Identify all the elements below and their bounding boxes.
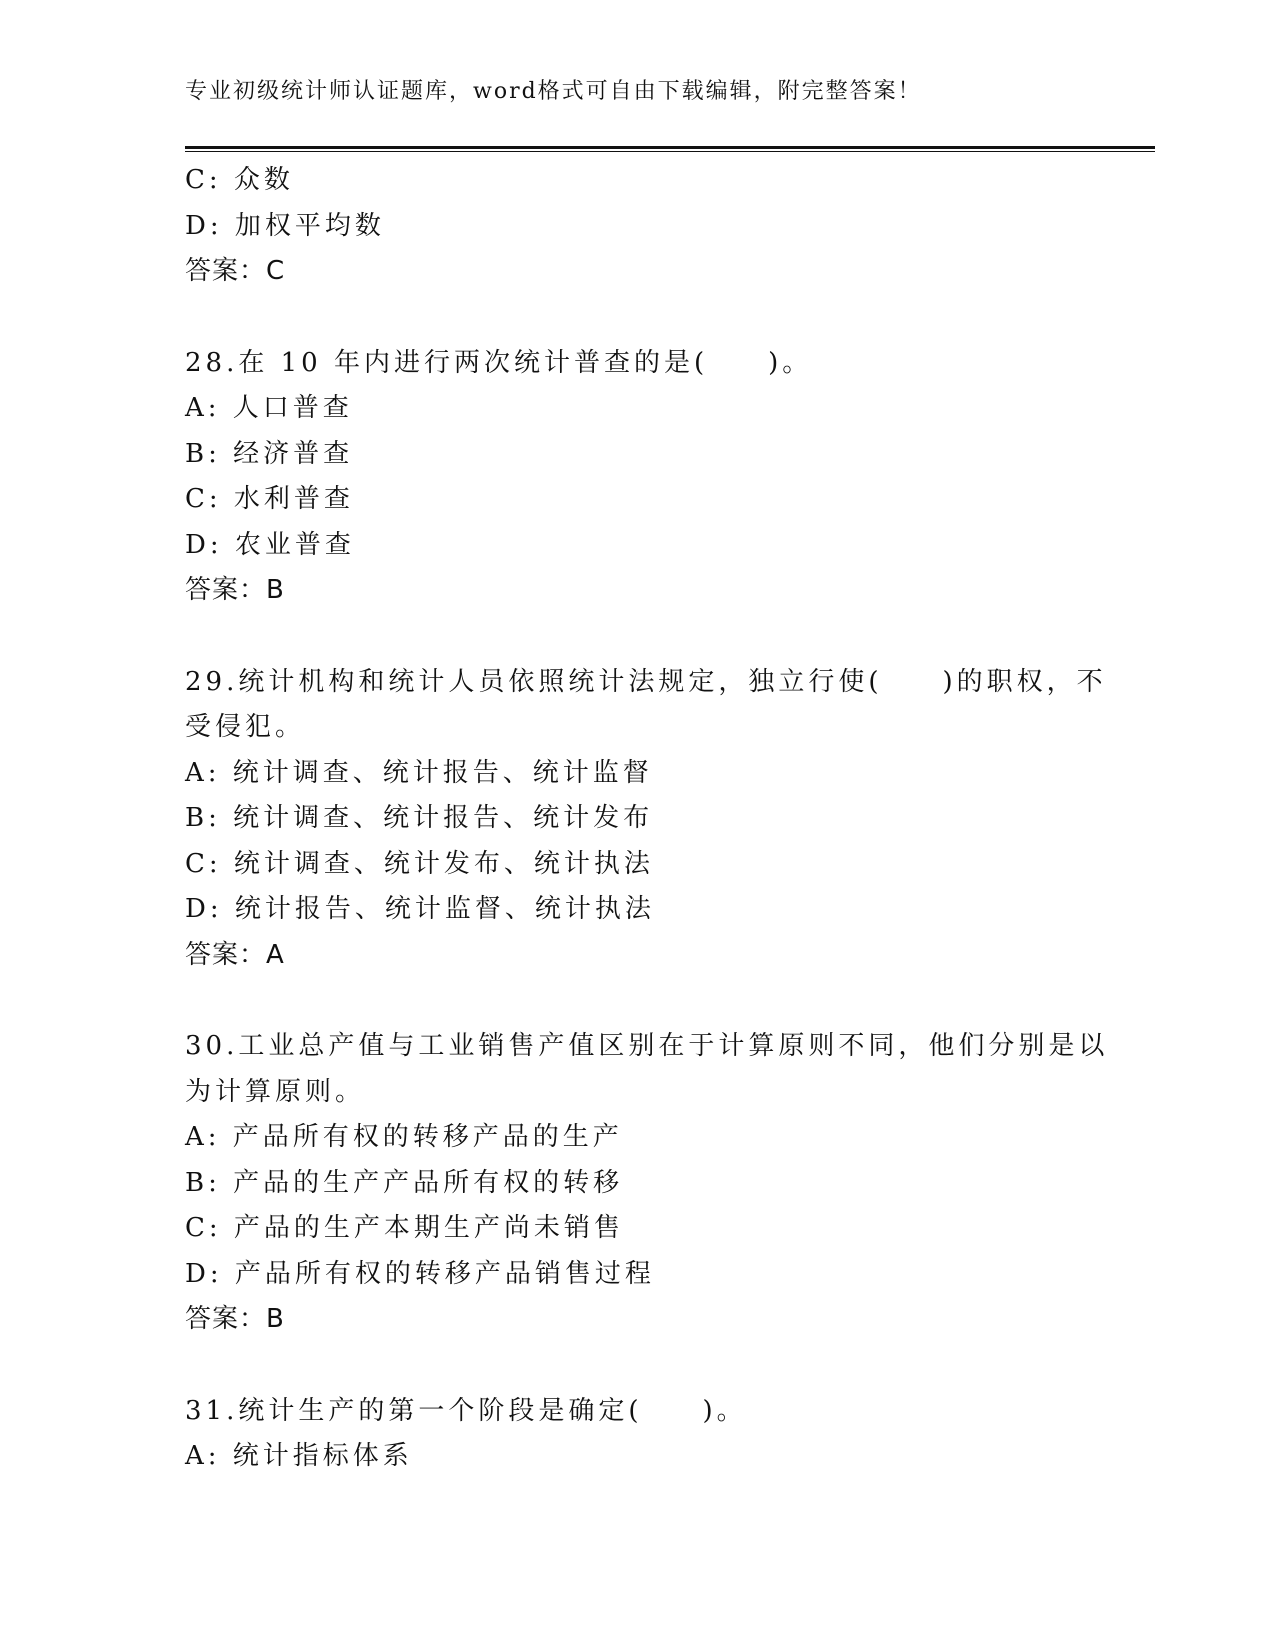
spacer	[185, 295, 1085, 341]
option-c: C: 众数	[185, 165, 294, 195]
option-d: D: 统计报告、统计监督、统计执法	[185, 894, 655, 924]
option-c: C: 统计调查、统计发布、统计执法	[185, 848, 654, 879]
question-stem-line-2: 为计算原则。	[185, 1076, 366, 1107]
document-body	[185, 158, 1109, 1480]
option-d: D: 产品所有权的转移产品销售过程	[185, 1258, 655, 1289]
question-stem-line-1: 29.统计机构和统计人员依照统计法规定，独立行使( )的职权，不	[185, 666, 1107, 697]
answer: 答案：C	[185, 256, 286, 286]
option-c: C: 水利普查	[185, 484, 354, 514]
option-a: A: 人口普查	[185, 393, 353, 423]
spacer	[185, 614, 1085, 660]
question-29	[185, 660, 1107, 979]
answer: 答案：B	[185, 1304, 285, 1334]
option-b: B: 统计调查、统计报告、统计发布	[185, 803, 654, 833]
option-c: C: 产品的生产本期生产尚未销售	[185, 1213, 624, 1243]
option-d: D: 农业普查	[185, 529, 355, 560]
page-header: 专业初级统计师认证题库，word格式可自由下载编辑，附完整答案！	[185, 79, 922, 104]
question-31	[185, 1389, 1085, 1480]
question-30	[185, 1024, 1109, 1343]
spacer	[185, 978, 1085, 1024]
answer: 答案：B	[185, 575, 285, 605]
option-b: B: 产品的生产产品所有权的转移	[185, 1167, 624, 1198]
question-stem: 28.在 10 年内进行两次统计普查的是( )。	[185, 347, 813, 378]
question-stem-line-2: 受侵犯。	[185, 712, 306, 742]
question-stem-line-1: 30.工业总产值与工业销售产值区别在于计算原则不同，他们分别是以	[185, 1031, 1109, 1061]
option-d: D: 加权平均数	[185, 210, 385, 241]
option-a: A: 产品所有权的转移产品的生产	[185, 1122, 623, 1152]
question-28	[185, 341, 1085, 614]
header-rule-thick	[185, 146, 1155, 149]
option-a: A: 统计指标体系	[185, 1441, 413, 1471]
answer: 答案：A	[185, 939, 285, 970]
question-27-tail	[185, 158, 1085, 295]
option-b: B: 经济普查	[185, 438, 354, 469]
question-stem: 31.统计生产的第一个阶段是确定( )。	[185, 1395, 747, 1426]
option-a: A: 统计调查、统计报告、统计监督	[185, 757, 653, 788]
spacer	[185, 1343, 1085, 1389]
header-rule-thin	[185, 151, 1155, 152]
